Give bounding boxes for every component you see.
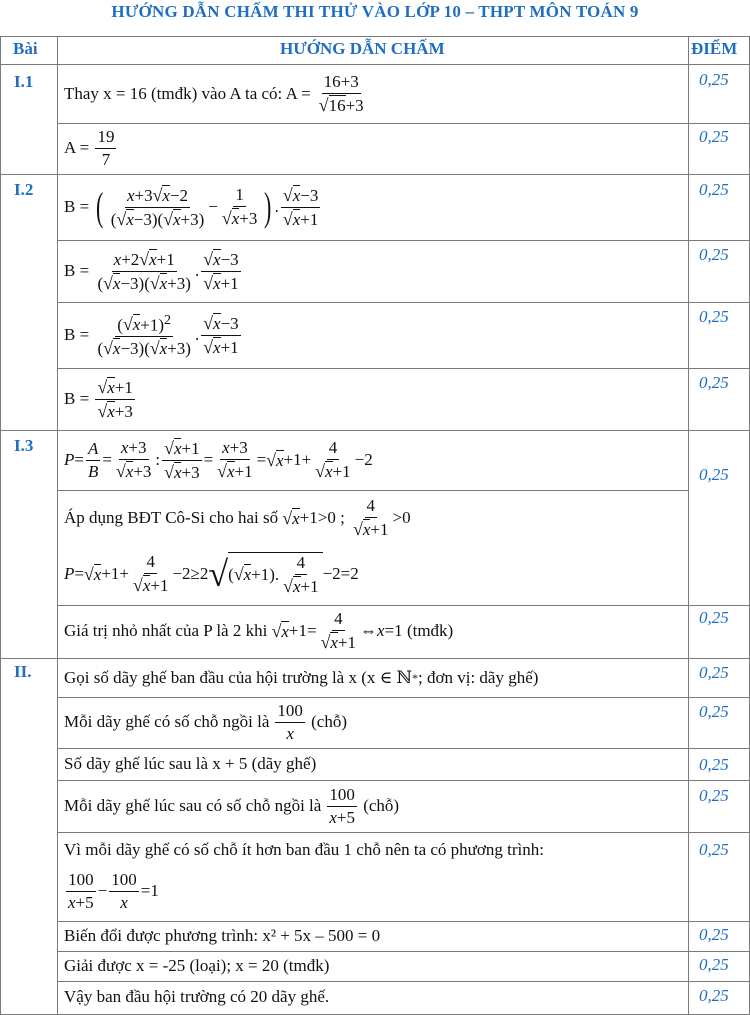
score: 0,25	[699, 70, 729, 89]
score: 0,25	[699, 373, 729, 392]
row-i3-expression: P = $\frac{A}{B}$ = $\frac{x+3}{√x+3}$ : $\frac{√x+1}{√x+3}$ = $\frac{x+3}{√x+1}$ = √x +1+ $\frac{4}{√x+1}$ −2	[64, 437, 373, 482]
score: 0,25	[699, 986, 729, 1005]
score: 0,25	[699, 786, 729, 805]
row-i3-minimum: Giá trị nhỏ nhất của P là 2 khi √x +1= $\frac{4}{√x+1}$ ⇔x=1 (tmđk)	[64, 609, 454, 652]
score: 0,25	[699, 608, 729, 627]
score: 0,25	[699, 307, 729, 326]
section-label-I3: I.3	[14, 436, 34, 455]
score: 0,25	[699, 245, 729, 264]
row-ii-rows-after: Số dãy ghế lúc sau là x + 5 (dãy ghế)	[64, 754, 317, 773]
row-ii-let-x: Gọi số dãy ghế ban đầu của hội trường là x (x ∈ ℕ * ; đơn vị: dãy ghế)	[64, 668, 539, 687]
row-ii-transform: Biến đổi được phương trình: x² + 5x – 500 = 0	[64, 926, 381, 945]
row-i1-result: A = $\frac{19}{7}$	[64, 126, 115, 169]
row-ii-equation-intro: Vì mỗi dãy ghế có số chỗ ít hơn ban đầu 1 chỗ nên ta có phương trình:	[64, 840, 544, 859]
score: 0,25	[699, 755, 729, 774]
row-i2-step3: B = $\frac{(√x+1)^2}{(√x-3)(√x+3)}$ . $\frac{√x-3}{√x+1}$	[64, 311, 239, 358]
row-i1-substitution: Thay x = 16 (tmđk) vào A ta có: A = $\frac{16+3}{√16+3}$	[64, 72, 364, 115]
header-bai: Bài	[13, 39, 38, 58]
row-ii-equation: $\frac{100}{x+5}$ − $\frac{100}{x}$ =1	[68, 869, 159, 912]
header-diem: ĐIỂM	[691, 39, 738, 58]
section-label-I1: I.1	[14, 72, 34, 91]
row-i2-step2: B = $\frac{x+2√x+1}{(√x-3)(√x+3)}$ . $\frac{√x-3}{√x+1}$	[64, 248, 239, 293]
row-ii-seats-per-row: Mỗi dãy ghế có số chỗ ngồi là $\frac{100}{x}$ (chỗ)	[64, 700, 348, 743]
score: 0,25	[699, 925, 729, 944]
row-i2-result: B = $\frac{√x+1}{√x+3}$	[64, 376, 133, 421]
section-label-I2: I.2	[14, 180, 34, 199]
row-ii-seats-after: Mỗi dãy ghế lúc sau có số chỗ ngồi là $\frac{100}{x+5}$ (chỗ)	[64, 784, 400, 827]
row-i3-cosi-condition: Áp dụng BĐT Cô-Si cho hai số √x +1>0 ; $\frac{4}{√x+1}$ >0	[64, 496, 411, 539]
row-i2-step1: B = ( $\frac{x+3√x-2}{(√x-3)(√x+3)}$ − $\frac{1}{√x+3}$ ) . $\frac{√x-3}{√x+1}$	[64, 184, 319, 229]
score: 0,25	[699, 702, 729, 721]
row-ii-solve: Giải được x = -25 (loại); x = 20 (tmđk)	[64, 956, 330, 975]
row-i3-cosi-inequality: P = √x +1+ $\frac{4}{√x+1}$ −2≥2 √ (√x+1). $\frac{4}{√x+1}$ −2=2	[64, 552, 359, 596]
score: 0,25	[699, 840, 729, 859]
score: 0,25	[699, 663, 729, 682]
score: 0,25	[699, 465, 729, 484]
score: 0,25	[699, 127, 729, 146]
page-title: HƯỚNG DẪN CHẤM THI THỬ VÀO LỚP 10 – THPT MÔN TOÁN 9	[111, 2, 639, 21]
score: 0,25	[699, 180, 729, 199]
score: 0,25	[699, 955, 729, 974]
row-ii-conclusion: Vậy ban đầu hội trường có 20 dãy ghế.	[64, 987, 330, 1006]
header-huong-dan-cham: HƯỚNG DẪN CHẤM	[280, 39, 445, 58]
section-label-II: II.	[14, 662, 32, 681]
